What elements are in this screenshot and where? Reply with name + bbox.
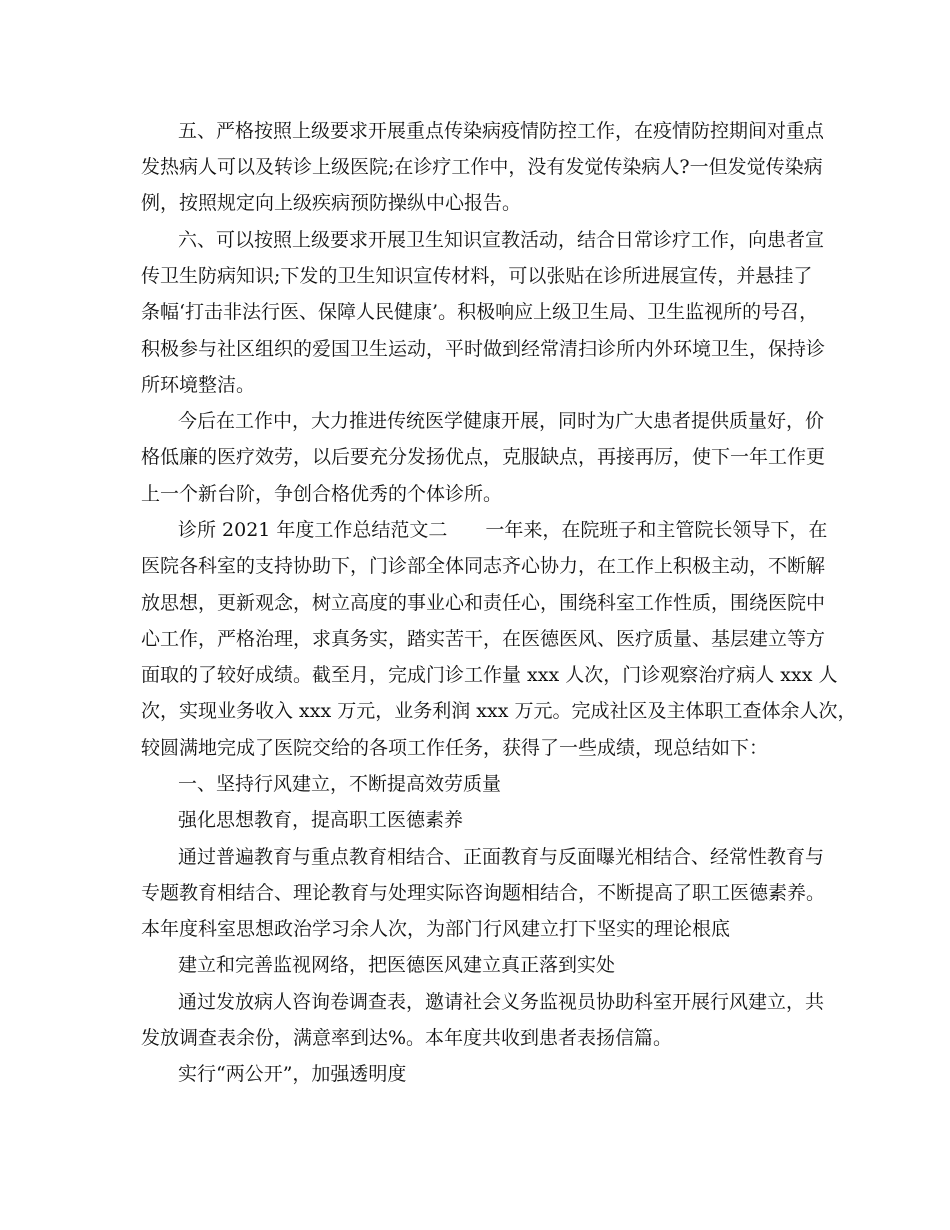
paragraph-line: 放思想，更新观念，树立高度的事业心和责任心，围绕科室工作性质，围绕医院中 — [141, 592, 826, 614]
paragraph-line: 通过发放病人咨询卷调查表，邀请社会义务监视员协助科室开展行风建立，共 — [178, 991, 825, 1013]
paragraph-line: 本年度科室思想政治学习余人次，为部门行风建立打下坚实的理论根底 — [141, 918, 731, 940]
paragraph-line: 诊所 2021 年度工作总结范文二 一年来，在院班子和主管院长领导下，在 — [178, 519, 828, 541]
paragraph-line: 条幅‘打击非法行医、保障人民健康’。积极响应上级卫生局、卫生监视所的号召， — [141, 301, 819, 323]
paragraph-line: 通过普遍教育与重点教育相结合、正面教育与反面曝光相结合、经常性教育与 — [178, 846, 825, 868]
paragraph-line: 传卫生防病知识;下发的卫生知识宣传材料，可以张贴在诊所进展宣传，并悬挂了 — [141, 265, 813, 287]
paragraph-line: 心工作，严格治理，求真务实，踏实苦干，在医德医风、医疗质量、基层建立等方 — [141, 628, 826, 650]
section-heading: 一、坚持行风建立，不断提高效劳质量 — [178, 773, 502, 795]
paragraph-line: 积极参与社区组织的爱国卫生运动，平时做到经常清扫诊所内外环境卫生，保持诊 — [141, 338, 826, 360]
paragraph-line: 格低廉的医疗效劳，以后要充分发扬优点，克服缺点，再接再厉，使下一年工作更 — [141, 446, 826, 468]
paragraph-line: 专题教育相结合、理论教育与处理实际咨询题相结合，不断提高了职工医德素养。 — [141, 882, 826, 904]
subsection-heading: 建立和完善监视网络，把医德医风建立真正落到实处 — [178, 954, 616, 976]
paragraph-line: 发热病人可以及转诊上级医院;在诊疗工作中，没有发觉传染病人?一但发觉传染病 — [141, 156, 823, 178]
paragraph-line: 今后在工作中，大力推进传统医学健康开展，同时为广大患者提供质量好，价 — [178, 410, 825, 432]
paragraph-line: 次，实现业务收入 xxx 万元，业务利润 xxx 万元。完成社区及主体职工查体余人次， — [141, 700, 857, 722]
paragraph-line: 所环境整洁。 — [141, 374, 256, 396]
paragraph-line: 发放调查表余份，满意率到达%。本年度共收到患者表扬信篇。 — [141, 1027, 673, 1049]
subsection-heading: 强化思想教育，提高职工医德素养 — [178, 809, 464, 831]
paragraph-line: 例，按照规定向上级疾病预防操纵中心报告。 — [141, 192, 522, 214]
paragraph-line: 六、可以按照上级要求开展卫生知识宣教活动，结合日常诊疗工作，向患者宣 — [178, 229, 825, 251]
paragraph-line: 五、严格按照上级要求开展重点传染病疫情防控工作，在疫情防控期间对重点 — [178, 120, 825, 142]
subsection-heading: 实行“两公开”，加强透明度 — [178, 1063, 407, 1085]
paragraph-line: 上一个新台阶，争创合格优秀的个体诊所。 — [141, 483, 503, 505]
paragraph-line: 较圆满地完成了医院交给的各项工作任务，获得了一些成绩，现总结如下： — [141, 737, 769, 759]
paragraph-line: 医院各科室的支持协助下，门诊部全体同志齐心协力，在工作上积极主动，不断解 — [141, 555, 826, 577]
paragraph-line: 面取的了较好成绩。截至月，完成门诊工作量 xxx 人次，门诊观察治疗病人 xxx 人 — [141, 664, 838, 686]
